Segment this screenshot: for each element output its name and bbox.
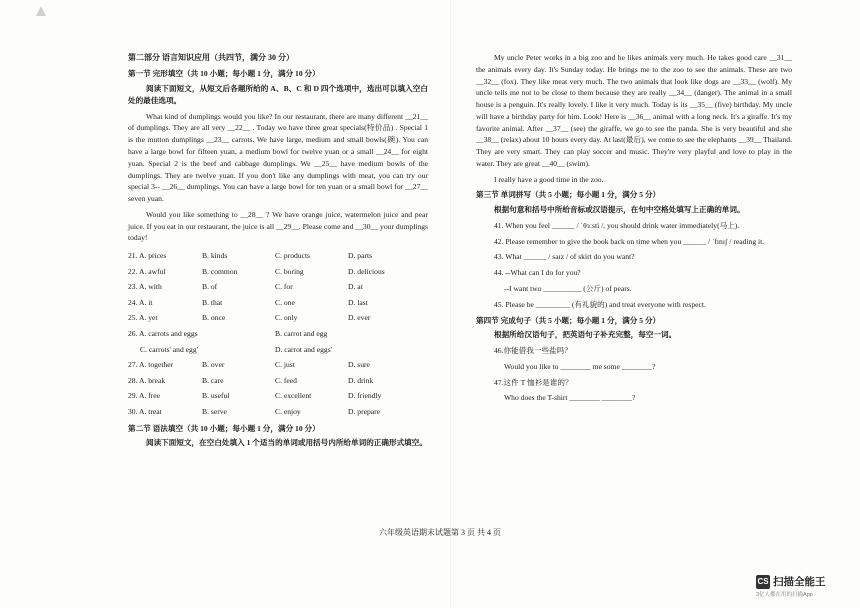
section4-title: 第四节 完成句子（共 5 小题；每小题 1 分，满分 5 分） (476, 315, 661, 325)
option-b: B. that (202, 297, 223, 307)
option-b: B. useful (202, 391, 230, 401)
option-c: C. just (275, 360, 295, 370)
option-a: 23. A. with (128, 282, 162, 292)
option-d: D. sure (348, 360, 370, 370)
option-row-29 (128, 388, 428, 404)
camscanner-icon: CS (756, 575, 770, 589)
option-d: D. parts (348, 251, 373, 261)
option-c: C. products (275, 251, 311, 261)
option-a: 28. A. break (128, 375, 166, 385)
option-a: 25. A. yet (128, 313, 158, 323)
option-d: D. at (348, 282, 363, 292)
option-c: C. for (275, 282, 293, 292)
cloze-paragraph-2: Would you like something to __28__ ? We have orange juice, watermelon juice and pear juice. If you eat in our restaurant, the juice is all __29__. Please come and __30__ your dumplings today! (128, 209, 428, 243)
option-a: 30. A. treat (128, 406, 162, 416)
question-47-chinese: 47.这件 T 恤衫是谁的？ (494, 377, 573, 387)
option-b: B. serve (202, 406, 227, 416)
section4-instruction: 根据所给汉语句子，把英语句子补充完整，每空一词。 (494, 330, 677, 340)
option-row-24 (128, 295, 428, 311)
section2-title: 第二节 语法填空（共 10 小题；每小题 1 分，满分 10 分） (128, 423, 320, 433)
option-a: 29. A. free (128, 391, 161, 401)
option-row-26b (128, 342, 428, 358)
part-title: 第二部分 语言知识应用（共四节，满分 30 分） (128, 53, 294, 62)
option-row-23 (128, 279, 428, 295)
cloze-paragraph-1: What kind of dumplings would you like? In our restaurant, there are many different __21__ of dumplings. They are all very __22__ . Today we have three great specials(特价品) . Special 1 is the mutton dumplings __23__ carrots. We have large, medium and small bowls(碗). You can have a large bowl for fifteen yuan, a medium bowl for twelve yuan or a small __24__ for eight yuan. Special 2 is the beef and cabbage dumplings. We __25__ have medium bowls of the dumplings. They are twelve yuan. If you don't like any dumplings with meat, you can try our special 3-- __26__ dumplings. You can have a large bowl for ten yuan or a small bowl for __27__ seven yuan. (128, 111, 428, 204)
grammar-passage-end: I really have a good time in the zoo. (494, 174, 604, 184)
option-c: C. boring (275, 266, 304, 276)
option-b: B. of (202, 282, 218, 292)
option-b: B. once (202, 313, 226, 323)
option-c: C. only (275, 313, 298, 323)
section1-title: 第一节 完形填空（共 10 小题；每小题 1 分，满分 10 分） (128, 69, 320, 79)
option-row-22 (128, 264, 428, 280)
option-d: D. carrot and eggs' (275, 344, 333, 354)
watermark-tagline: 3亿人都在用的扫描App (756, 592, 813, 598)
option-row-28 (128, 373, 428, 389)
left-column (128, 52, 428, 453)
option-row-26a (128, 326, 428, 342)
section3-title: 第三节 单词拼写（共 5 小题；每小题 1 分，满分 5 分） (476, 190, 661, 200)
option-row-21 (128, 248, 428, 264)
option-d: D. ever (348, 313, 371, 323)
watermark-logo (756, 574, 848, 589)
option-d: D. friendly (348, 391, 382, 401)
option-a: 22. A. awful (128, 266, 166, 276)
section3-instruction: 根据句意和括号中所给音标或汉语提示，在句中空格处填写上正确的单词。 (494, 205, 745, 215)
option-d: D. drink (348, 375, 374, 385)
option-b: B. carrot and egg (275, 328, 328, 338)
cloze-options (128, 248, 428, 420)
question-47-english: Who does the T-shirt ________ ________? (504, 393, 636, 403)
question-43: 43. What ______ / saɪz / of skirt do you want? (494, 252, 635, 262)
right-column (476, 52, 792, 408)
option-b: B. common (202, 266, 238, 276)
scan-corner-mark (34, 4, 48, 18)
question-45: 45. Please be _________ (有礼貌的) and treat everyone with respect. (494, 299, 706, 309)
option-row-30 (128, 404, 428, 420)
watermark-name: 扫描全能王 (773, 576, 826, 588)
scanner-watermark (756, 574, 848, 598)
section2-instruction: 阅读下面短文，在空白处填入 1 个适当的单词或用括号内所给单词的正确形式填空。 (146, 438, 427, 448)
question-46-chinese: 46.你能借我一些盐吗？ (494, 346, 572, 356)
option-a: 24. A. it (128, 297, 153, 307)
option-row-27 (128, 357, 428, 373)
question-41: 41. When you feel ______ / ˈθɜːsti /, you should drink water immediately(马上). (494, 220, 740, 230)
page-fold-line (450, 0, 451, 608)
section1-instruction: 阅读下面短文，从短文后各题所给的 A、B、C 和 D 四个选项中，选出可以填入空白处的最佳选项。 (128, 84, 428, 105)
option-a: 21. A. prices (128, 251, 167, 261)
option-c: C. carrots' and egg' (140, 344, 198, 354)
option-a: 27. A. together (128, 360, 174, 370)
option-b: B. care (202, 375, 224, 385)
option-d: D. last (348, 297, 368, 307)
option-d: D. delicious (348, 266, 385, 276)
question-42: 42. Please remember to give the book back on time when you ______ / ˈfɪnɪʃ / reading it. (494, 236, 765, 246)
question-44-answer: --I want two __________ (公斤) of pears. (504, 284, 632, 294)
option-c: C. one (275, 297, 295, 307)
question-46-english: Would you like to ________ me some ________? (504, 361, 656, 371)
option-row-25 (128, 310, 428, 326)
grammar-passage: My uncle Peter works in a big zoo and he likes animals very much. He takes good care __31__ the animals every day. It's Sunday today. He brings me to the zoo to see the animals. These are two __32__ (fox). They like meat very much. The two animals that look like dogs are __33__ (wolf). My uncle tells me not to be close to them because they are really __34__ (danger). The animal in a small house is a penguin. It's really lovely. I like it very much. Today is its __35__ (five) birthday. My uncle will have a birthday party for him. Look! Here is __36__ animal with a long neck. It's a giraffe. It's my favorite animal. After __37__ (see) the giraffe, we go to see the panda. She is very beautiful and she __38__ (relax) about 10 hours every day. At last(最后), we come to see the elephants __39__ Thailand. They are very smart. They can play soccer and music. They're very playful and love to play in the water. They are great __40__ (swim). (476, 53, 792, 168)
option-a: 26. A. carrots and eggs (128, 328, 198, 338)
page-footer: 六年级英语期末试题第 3 页 共 4 页 (379, 528, 501, 537)
option-b: B. over (202, 360, 225, 370)
option-b: B. kinds (202, 251, 228, 261)
option-c: C. excellent (275, 391, 312, 401)
option-d: D. prepare (348, 406, 381, 416)
option-c: C. feed (275, 375, 297, 385)
question-44: 44. --What can I do for you? (494, 268, 581, 278)
option-c: C. enjoy (275, 406, 301, 416)
